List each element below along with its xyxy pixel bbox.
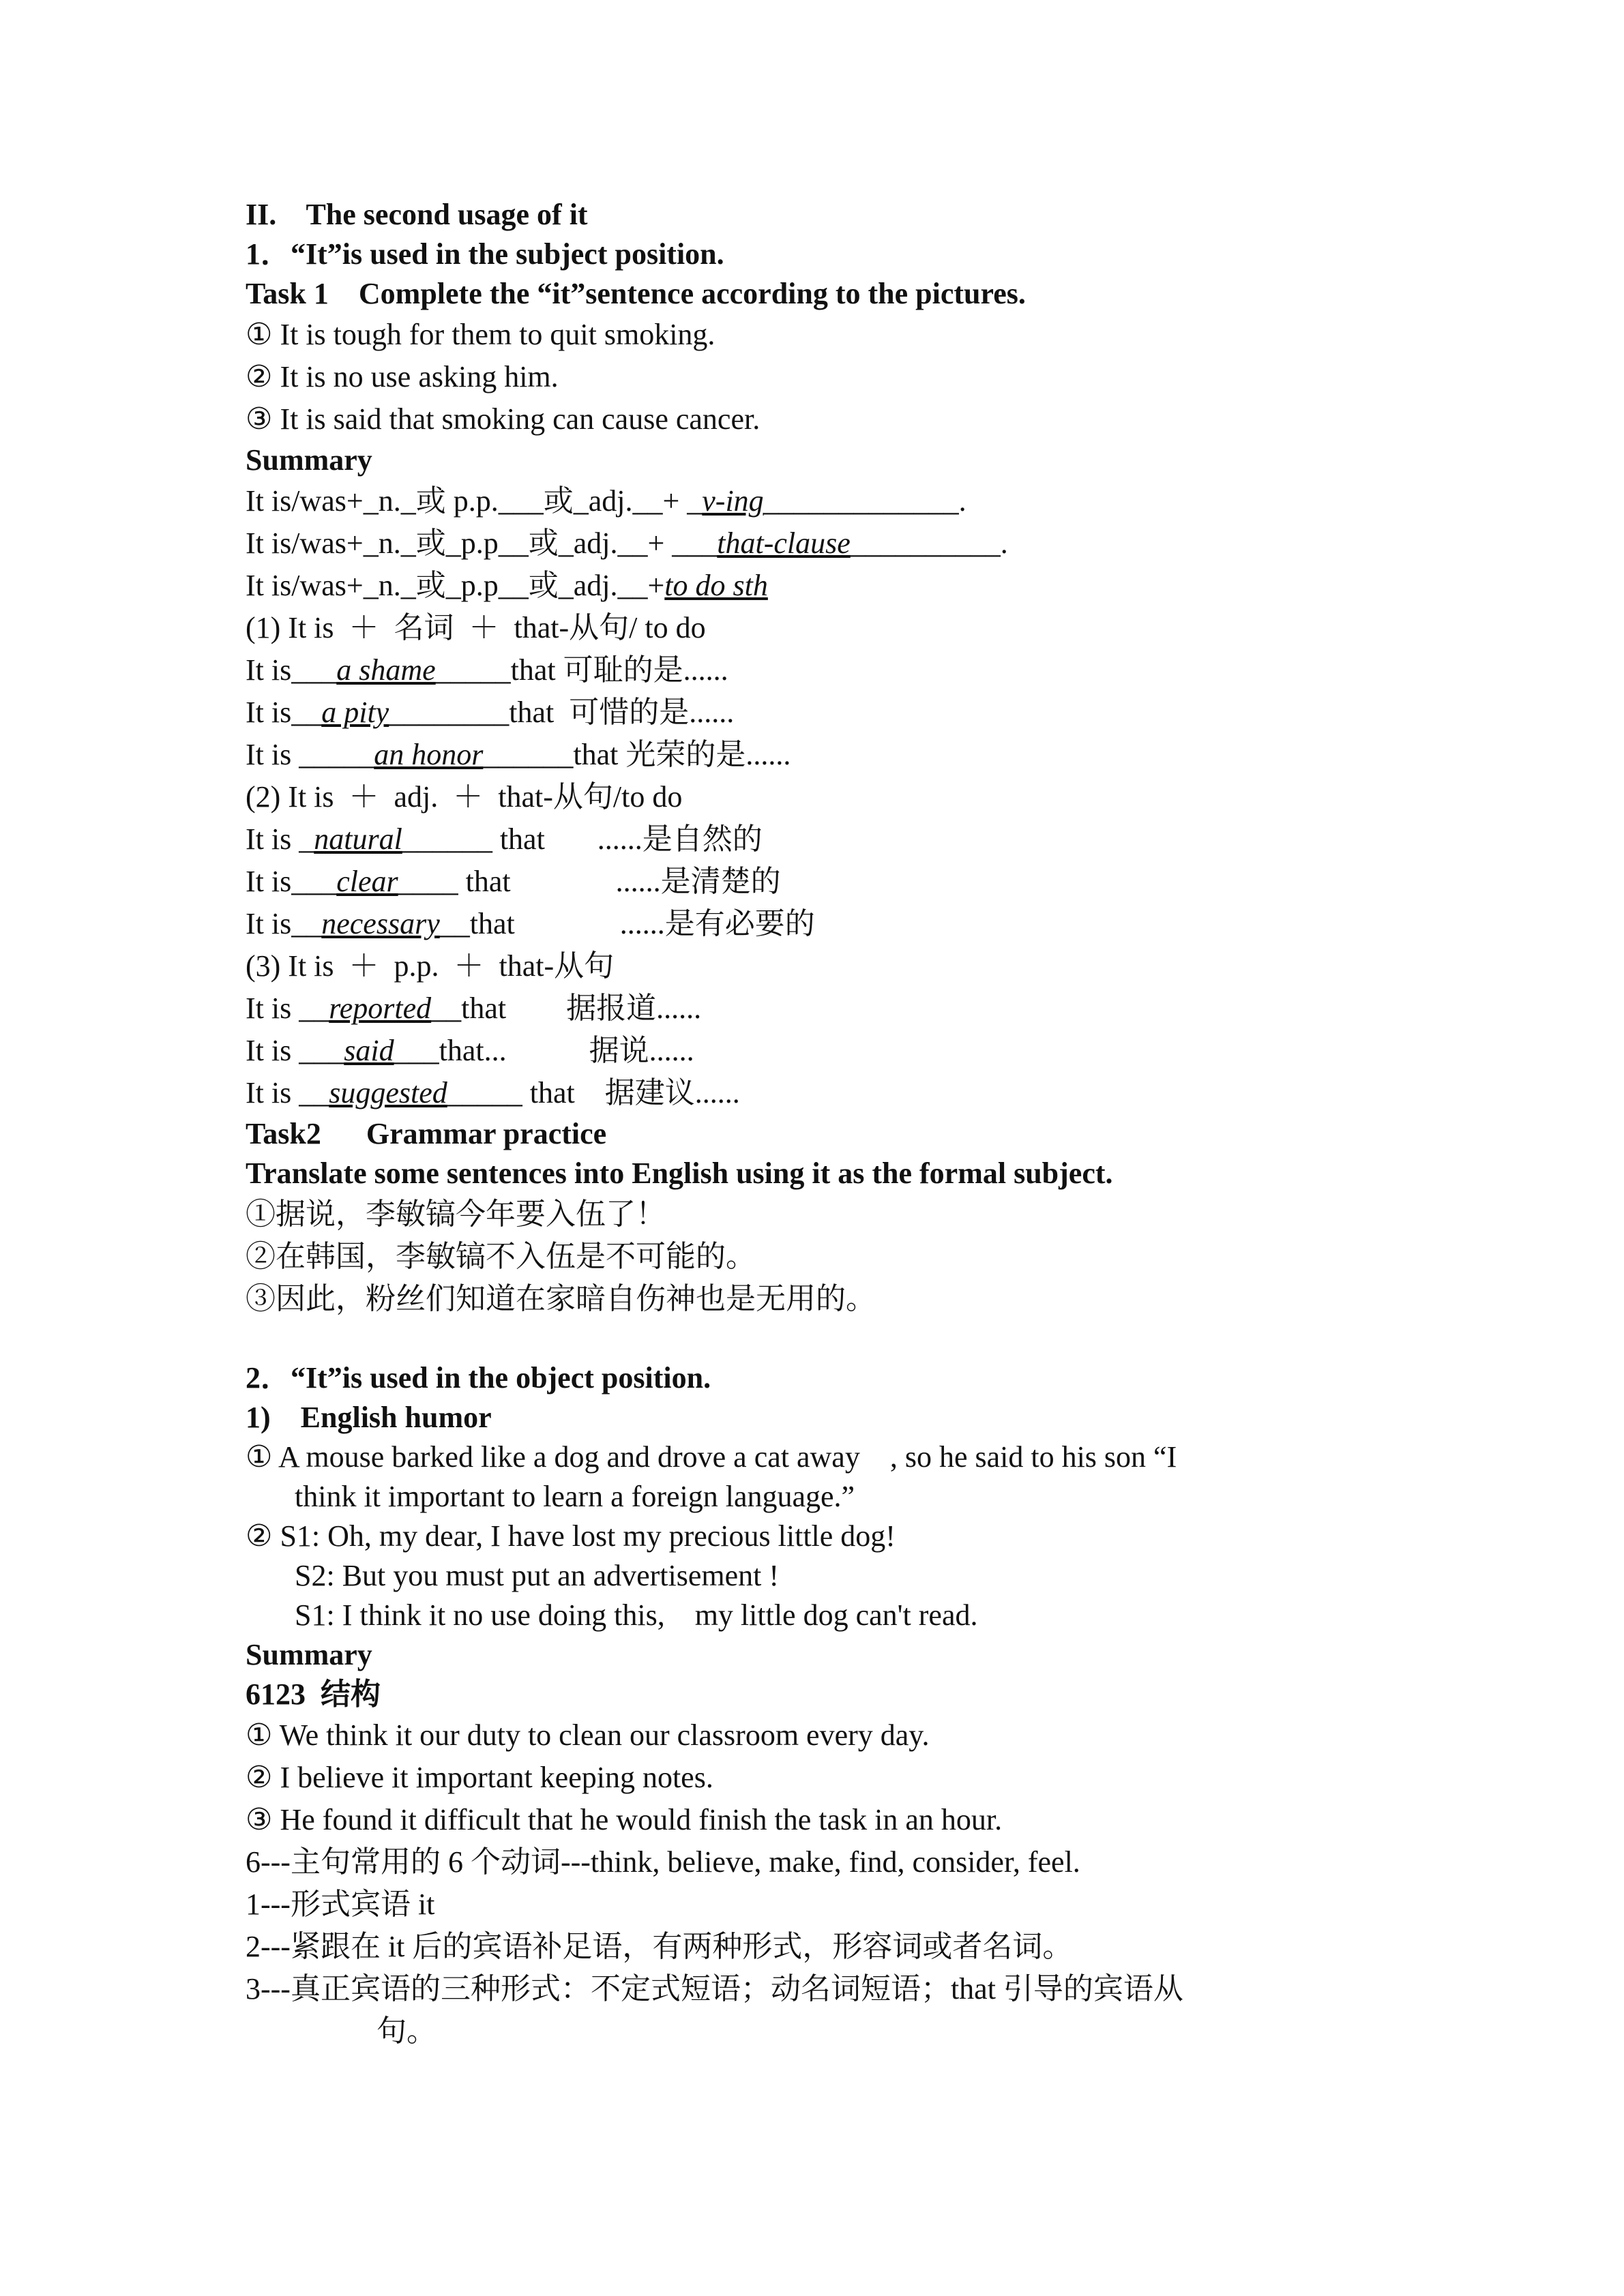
translate-item: ③因此，粉丝们知道在家暗自伤神也是无用的。 <box>246 1282 876 1315</box>
answer: v-ing <box>702 484 764 518</box>
humor-item: ② S1: Oh, my dear, I have lost my precious little dog! <box>246 1519 896 1553</box>
example-sentence: ② It is no use asking him. <box>246 360 559 393</box>
example-sentence: ③ It is said that smoking can cause cancer. <box>246 402 761 436</box>
task1-heading: Task 1 Complete the “it”sentence according to the pictures. <box>246 277 1026 310</box>
humor-item: ① A mouse barked like a dog and drove a cat away , so he said to his son “I <box>246 1440 1177 1474</box>
answer: natural <box>314 822 402 856</box>
answer: clear <box>336 865 398 898</box>
note-line: 6---主句常用的 6 个动词---think, believe, make, find, consider, feel. <box>246 1845 1080 1879</box>
fill-line: It is _____an honor______that 光荣的是...... <box>246 738 791 771</box>
example-sentence: ② I believe it important keeping notes. <box>246 1761 713 1794</box>
answer: to do sth <box>664 569 768 602</box>
answer: reported <box>329 992 432 1025</box>
fill-line: It is __suggested_____ that 据建议...... <box>246 1076 740 1109</box>
object-heading: 2．“It”is used in the object position. <box>246 1361 711 1395</box>
section-title: II. The second usage of it <box>246 198 588 231</box>
document-page <box>246 195 1405 2053</box>
humor-dialogue: S2: But you must put an advertisement ! <box>295 1559 780 1592</box>
answer: said <box>344 1034 394 1067</box>
group-header: (3) It is ＋ p.p. ＋ that-从句 <box>246 949 615 983</box>
spacer <box>246 1320 1405 1358</box>
answer: a shame <box>336 653 436 687</box>
summary-heading: Summary <box>246 1638 372 1671</box>
fill-line: It is___clear____ that ......是清楚的 <box>246 865 781 898</box>
answer: an honor <box>374 738 484 771</box>
example-sentence: ① We think it our duty to clean our classroom every day. <box>246 1718 930 1752</box>
example-sentence: ③ He found it difficult that he would finish the task in an hour. <box>246 1803 1003 1836</box>
group-header: (2) It is ＋ adj. ＋ that-从句/to do <box>246 780 683 814</box>
answer: that-clause <box>717 526 851 560</box>
answer: necessary <box>321 907 440 940</box>
note-line-cont: 句。 <box>377 2014 437 2048</box>
humor-dialogue: S1: I think it no use doing this, my little dog can't read. <box>295 1598 978 1632</box>
task2-instruction: Translate some sentences into English using it as the formal subject. <box>246 1157 1113 1190</box>
note-line: 3---真正宾语的三种形式：不定式短语；动名词短语；that 引导的宾语从 <box>246 1972 1183 2006</box>
subject-heading: 1．“It”is used in the subject position. <box>246 237 724 271</box>
note-line: 1---形式宾语 it <box>246 1888 435 1921</box>
humor-item-cont: think it important to learn a foreign language.” <box>295 1480 855 1513</box>
fill-line: It is___a shame_____that 可耻的是...... <box>246 653 728 687</box>
pattern-line: It is/was+_n._或 p.p.___或_adj.__+ _v-ing_____________. <box>246 484 966 518</box>
answer: suggested <box>329 1076 447 1109</box>
humor-heading: 1) English humor <box>246 1401 492 1434</box>
note-line: 2---紧跟在 it 后的宾语补足语，有两种形式，形容词或者名词。 <box>246 1930 1073 1963</box>
answer: a pity <box>321 696 389 729</box>
translate-item: ②在韩国，李敏镐不入伍是不可能的。 <box>246 1240 756 1273</box>
task2-heading: Task2 Grammar practice <box>246 1117 607 1150</box>
summary-heading: Summary <box>246 443 372 477</box>
fill-line: It is __reported__that 据报道...... <box>246 992 702 1025</box>
translate-item: ①据说，李敏镐今年要入伍了！ <box>246 1197 666 1231</box>
pattern-line: It is/was+_n._或_p.p__或_adj.__+ ___that-clause__________. <box>246 526 1008 560</box>
group-header: (1) It is ＋ 名词 ＋ that-从句/ to do <box>246 611 706 644</box>
structure-heading: 6123 结构 <box>246 1678 381 1711</box>
example-sentence: ① It is tough for them to quit smoking. <box>246 318 715 351</box>
fill-line: It is__a pity________that 可惜的是...... <box>246 696 735 729</box>
fill-line: It is _natural______ that ......是自然的 <box>246 822 763 856</box>
pattern-line: It is/was+_n._或_p.p__或_adj.__+to do sth <box>246 569 768 602</box>
fill-line: It is__necessary__that ......是有必要的 <box>246 907 815 940</box>
fill-line: It is ___said___that... 据说...... <box>246 1034 694 1067</box>
